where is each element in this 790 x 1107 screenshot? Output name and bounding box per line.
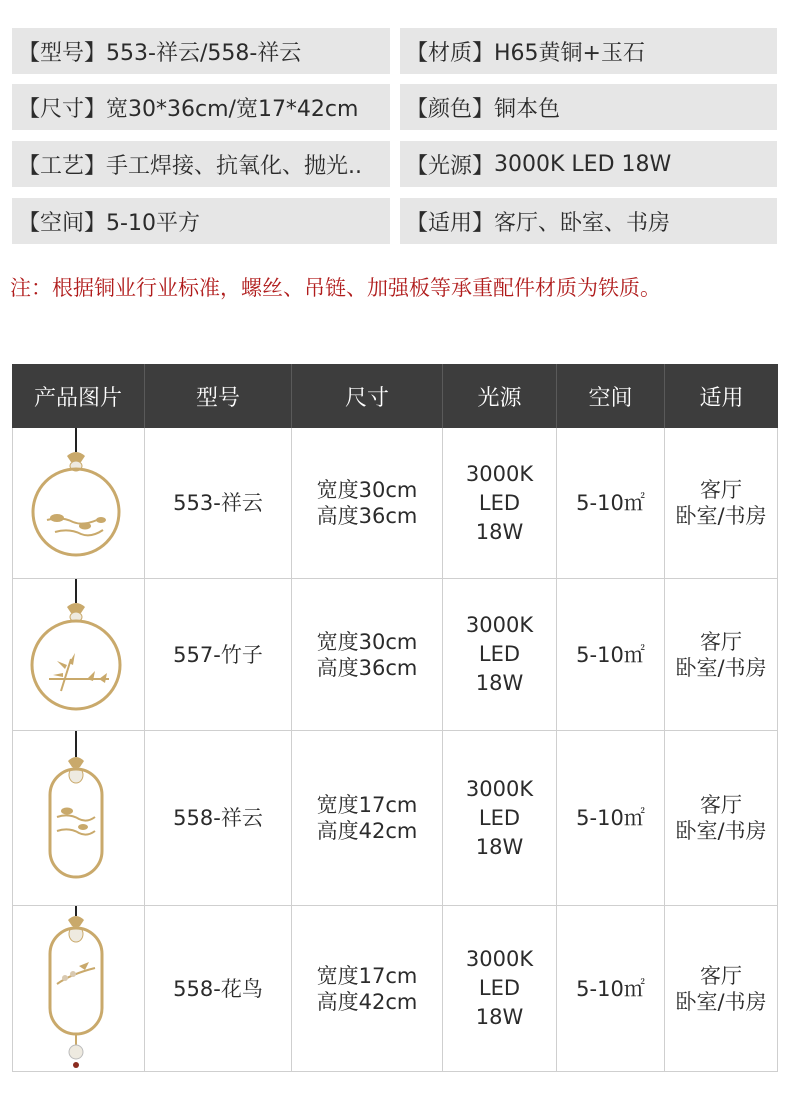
color-temp-text: 3000K xyxy=(465,776,534,801)
light-source-cell xyxy=(443,579,557,730)
model-cell xyxy=(145,428,292,578)
use-line-2: 卧室/书房 xyxy=(675,989,767,1014)
table-row xyxy=(12,579,778,731)
table-row xyxy=(12,428,778,579)
table-row xyxy=(12,906,778,1072)
spec-light-source xyxy=(400,141,777,187)
width-text: 宽度30cm xyxy=(316,629,418,654)
use-line-1: 客厅 xyxy=(700,963,742,988)
header-model: 型号 xyxy=(145,364,292,428)
header-space: 空间 xyxy=(557,364,665,428)
model-text: 557-竹子 xyxy=(173,642,263,667)
spec-label: 【工艺】 xyxy=(18,153,107,179)
use-line-1: 客厅 xyxy=(700,629,742,654)
spec-label: 【尺寸】 xyxy=(18,96,107,122)
light-source-cell xyxy=(443,906,557,1071)
spec-label: 【适用】 xyxy=(406,210,495,236)
model-cell xyxy=(145,731,292,905)
led-text: LED xyxy=(478,642,521,666)
oval-lamp-xiangyun-image xyxy=(13,731,145,905)
use-line-2: 卧室/书房 xyxy=(675,504,767,528)
spec-color xyxy=(400,84,777,130)
spec-label: 【型号】 xyxy=(18,40,107,66)
space-text: 5-10㎡ xyxy=(576,642,645,667)
spec-material xyxy=(400,28,777,74)
use-line-2: 卧室/书房 xyxy=(675,655,767,680)
spec-label: 【空间】 xyxy=(18,210,107,236)
note-text: 注：根据铜业行业标准，螺丝、吊链、加强板等承重配件材质为铁质。 xyxy=(10,276,661,300)
header-applicable: 适用 xyxy=(699,385,744,411)
wattage-text: 18W xyxy=(475,1005,524,1029)
spec-value: 5-10平方 xyxy=(106,210,200,236)
applicable-cell xyxy=(665,428,778,578)
size-cell xyxy=(292,428,443,578)
header-image: 产品图片 xyxy=(12,364,145,428)
product-image-cell xyxy=(12,731,145,905)
size-cell xyxy=(292,731,443,905)
spec-value: 553-祥云/558-祥云 xyxy=(106,40,302,66)
applicable-cell xyxy=(665,731,778,905)
spec-value: 3000K LED 18W xyxy=(494,151,672,177)
product-image-cell xyxy=(12,579,145,730)
color-temp-text: 3000K xyxy=(465,947,534,971)
header-light-source: 光源 xyxy=(443,364,557,428)
width-text: 宽度30cm xyxy=(316,478,418,502)
use-line-2: 卧室/书房 xyxy=(675,819,767,843)
height-text: 高度36cm xyxy=(316,655,418,680)
space-cell xyxy=(557,579,665,730)
spec-label: 【颜色】 xyxy=(406,96,495,122)
space-text: 5-10㎡ xyxy=(576,491,645,515)
oval-lamp-flower-bird-image xyxy=(13,906,145,1071)
size-cell xyxy=(292,579,443,730)
wattage-text: 18W xyxy=(475,519,524,544)
spec-label: 【材质】 xyxy=(406,40,495,66)
model-cell xyxy=(145,906,292,1071)
spec-label: 【光源】 xyxy=(406,153,495,179)
wattage-text: 18W xyxy=(475,671,524,695)
table-header xyxy=(12,364,778,428)
wattage-text: 18W xyxy=(475,834,524,859)
spec-applicable xyxy=(400,198,777,244)
spec-value: 客厅、卧室、书房 xyxy=(494,210,671,236)
spec-value: 铜本色 xyxy=(494,96,561,122)
spec-space xyxy=(12,198,390,244)
led-text: LED xyxy=(478,976,521,1000)
spec-model xyxy=(12,28,390,74)
model-cell xyxy=(145,579,292,730)
model-text: 558-花鸟 xyxy=(173,976,263,1001)
width-text: 宽度17cm xyxy=(316,963,418,988)
color-temp-text: 3000K xyxy=(465,461,534,486)
model-text: 558-祥云 xyxy=(173,806,263,830)
product-image-cell xyxy=(12,428,145,578)
spec-craft xyxy=(12,141,390,187)
led-text: LED xyxy=(478,805,521,830)
height-text: 高度42cm xyxy=(316,989,418,1014)
applicable-cell xyxy=(665,906,778,1071)
led-text: LED xyxy=(478,490,521,515)
space-cell xyxy=(557,428,665,578)
width-text: 宽度17cm xyxy=(316,793,418,817)
header-size: 尺寸 xyxy=(292,364,443,428)
light-source-cell xyxy=(443,428,557,578)
light-source-cell xyxy=(443,731,557,905)
height-text: 高度36cm xyxy=(316,504,418,528)
spec-value: H65黄铜+玉石 xyxy=(494,40,645,66)
spec-value: 宽30*36cm/宽17*42cm xyxy=(106,96,359,122)
height-text: 高度42cm xyxy=(316,819,418,843)
product-image-cell xyxy=(12,906,145,1071)
space-text: 5-10㎡ xyxy=(576,806,645,830)
size-cell xyxy=(292,906,443,1071)
space-cell xyxy=(557,731,665,905)
use-line-1: 客厅 xyxy=(700,793,742,817)
spec-size xyxy=(12,84,390,130)
model-text: 553-祥云 xyxy=(173,491,263,515)
round-lamp-xiangyun-image xyxy=(13,428,145,578)
spec-value: 手工焊接、抗氧化、抛光.. xyxy=(106,153,363,179)
table-row xyxy=(12,731,778,906)
use-line-1: 客厅 xyxy=(700,478,742,502)
applicable-cell xyxy=(665,579,778,730)
round-lamp-bamboo-image xyxy=(13,579,145,730)
color-temp-text: 3000K xyxy=(465,613,534,637)
space-cell xyxy=(557,906,665,1071)
space-text: 5-10㎡ xyxy=(576,976,645,1001)
